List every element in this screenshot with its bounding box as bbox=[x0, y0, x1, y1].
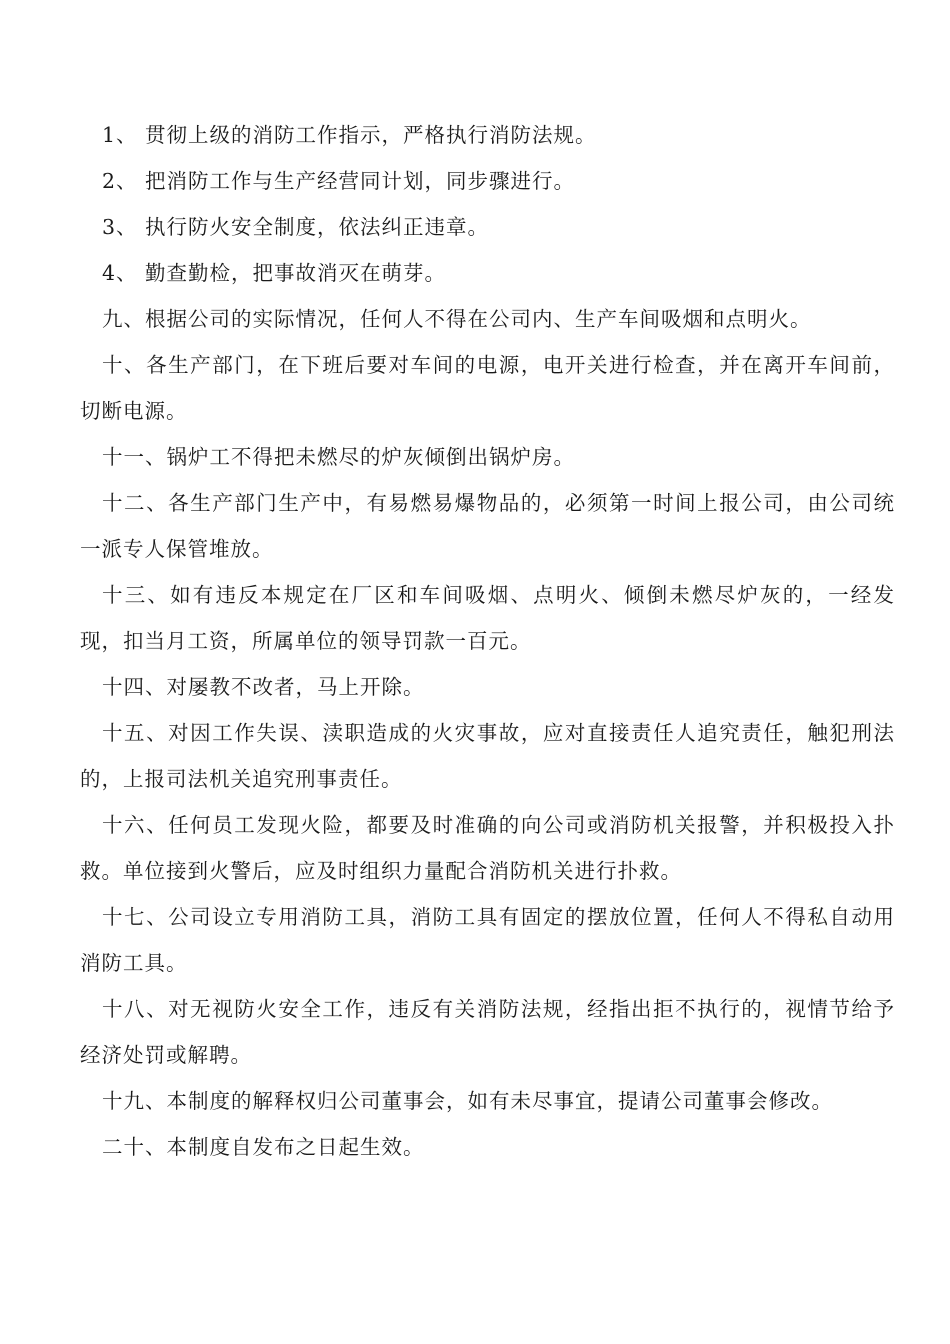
paragraph-10: 十、各生产部门，在下班后要对车间的电源，电开关进行检查，并在离开车间前，切断电源。 bbox=[80, 353, 895, 423]
paragraph-18: 十八、对无视防火安全工作，违反有关消防法规，经指出拒不执行的，视情节给予经济处罚或解聘。 bbox=[80, 997, 895, 1067]
paragraph-13: 十三、如有违反本规定在厂区和车间吸烟、点明火、倾倒未燃尽炉灰的，一经发现，扣当月工资，所属单位的领导罚款一百元。 bbox=[80, 583, 895, 653]
document-body bbox=[80, 112, 895, 1170]
list-item: 4、 勤查勤检，把事故消灭在萌芽。 bbox=[102, 261, 447, 285]
paragraph-19: 十九、本制度的解释权归公司董事会，如有未尽事宜，提请公司董事会修改。 bbox=[102, 1089, 833, 1113]
paragraph-16: 十六、任何员工发现火险，都要及时准确的向公司或消防机关报警，并积极投入扑救。单位接到火警后，应及时组织力量配合消防机关进行扑救。 bbox=[80, 813, 895, 883]
list-item: 2、 把消防工作与生产经营同计划，同步骤进行。 bbox=[102, 169, 576, 193]
paragraph-15: 十五、对因工作失误、渎职造成的火灾事故，应对直接责任人追究责任，触犯刑法的，上报司法机关追究刑事责任。 bbox=[80, 721, 895, 791]
paragraph-20: 二十、本制度自发布之日起生效。 bbox=[102, 1135, 425, 1159]
paragraph-11: 十一、锅炉工不得把未燃尽的炉灰倾倒出锅炉房。 bbox=[102, 445, 575, 469]
paragraph-12: 十二、各生产部门生产中，有易燃易爆物品的，必须第一时间上报公司，由公司统一派专人保管堆放。 bbox=[80, 491, 895, 561]
paragraph-17: 十七、公司设立专用消防工具，消防工具有固定的摆放位置，任何人不得私自动用消防工具。 bbox=[80, 905, 895, 975]
paragraph-14: 十四、对屡教不改者，马上开除。 bbox=[102, 675, 425, 699]
paragraph-9: 九、根据公司的实际情况，任何人不得在公司内、生产车间吸烟和点明火。 bbox=[102, 307, 812, 331]
list-item: 3、 执行防火安全制度，依法纠正违章。 bbox=[102, 215, 490, 239]
list-item: 1、 贯彻上级的消防工作指示，严格执行消防法规。 bbox=[102, 123, 597, 147]
